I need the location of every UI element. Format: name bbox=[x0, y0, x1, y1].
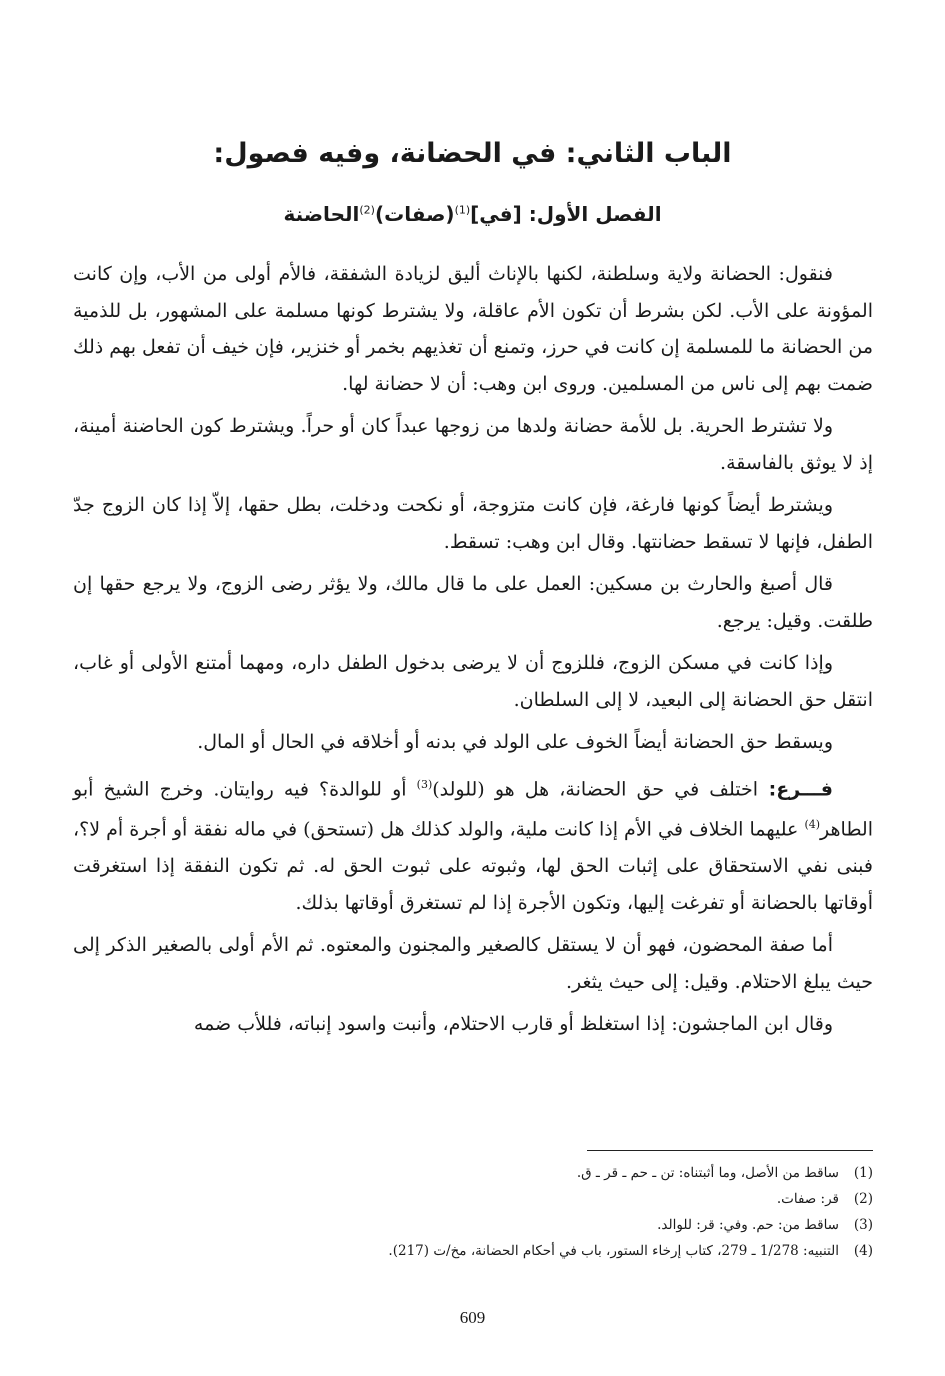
footnote-text: التنبيه: 1/278 ـ 279، كتاب إرخاء الستور، باب في أحكام الحضانة، مخ/ت (217). bbox=[388, 1243, 839, 1259]
footnote-number: (1) bbox=[853, 1165, 873, 1181]
section-title bbox=[0, 202, 945, 226]
body-text bbox=[73, 256, 873, 1049]
paragraph-5: وإذا كانت في مسكن الزوج، فللزوج أن لا يرضى بدخول الطفل داره، ومهما أمتنع الأولى أو غاب، انتقل حق الحضانة إلى البعيد، لا إلى السلطان. bbox=[73, 652, 873, 711]
footnote-number: (2) bbox=[853, 1191, 873, 1207]
far-text-c: عليهما الخلاف في الأم إذا كانت ملية، والولد كذلك هل (تستحق) في ماله نفقة أو أجرة أم لا؟، فبنى نفي الاستحقاق على إثبات الحق لها، وثبوته على ثبوت الحق له. ثم تكون النفقة إذا استغرقت أوقاتها بالحضانة أو تفرغت إليها، وتكون الأجرة إذا لم تستغرق أوقاتها بذلك. bbox=[73, 818, 873, 914]
paragraph-2: ولا تشترط الحرية. بل للأمة حضانة ولدها من زوجها عبداً كان أو حراً. ويشترط كون الحاضنة أمينة، إذ لا يوثق بالفاسقة. bbox=[73, 415, 873, 474]
footnote-ref-2: (2) bbox=[359, 203, 375, 217]
paragraph-6: ويسقط حق الحضانة أيضاً الخوف على الولد في بدنه أو أخلاقه في الحال أو المال. bbox=[197, 731, 833, 753]
paragraph-9: وقال ابن الماجشون: إذا استغلظ أو قارب الاحتلام، وأنبت واسود إنباته، فللأب ضمه bbox=[193, 1013, 833, 1036]
footnote-item bbox=[73, 1238, 873, 1264]
page-number: 609 bbox=[459, 1308, 486, 1327]
paragraph-7-far bbox=[73, 767, 873, 922]
section-title-part1: الفصل الأول: [في] bbox=[470, 202, 662, 226]
footnote-item bbox=[73, 1212, 873, 1238]
far-text-b: أو للوالدة؟ فيه روايتان. وخرج الشيخ أبو الطاهر bbox=[73, 777, 873, 841]
footnote-divider bbox=[587, 1150, 873, 1151]
footnote-number: (3) bbox=[853, 1217, 873, 1233]
footnote-item bbox=[73, 1186, 873, 1212]
footnote-ref-4: (4) bbox=[804, 818, 821, 832]
footnote-ref-1: (1) bbox=[454, 203, 471, 217]
footnote-text: قر: صفات. bbox=[776, 1191, 839, 1207]
paragraph-1: فنقول: الحضانة ولاية وسلطنة، لكنها بالإناث أليق لزيادة الشفقة، فالأم أولى من الأب، وإن كانت المؤونة على الأب. لكن بشرط أن تكون الأم عاقلة، ولا يشترط كونها مسلمة على المشهور، بل للذمية من الحضانة ما للمسلمة إن كانت في حرز، وتمنع أن تغذيهم بخمر أو خنزير، فإن خيف أن تفعل بهم ذلك ضمت بهم إلى ناس من المسلمين. وروى ابن وهب: أن لا حضانة لها. bbox=[73, 263, 873, 395]
paragraph-4: قال أصبغ والحارث بن مسكين: العمل على ما قال مالك، ولا يؤثر رضى الزوج، ولا يرجع حقها إن طلقت. وقيل: يرجع. bbox=[73, 573, 873, 632]
footnotes bbox=[73, 1160, 873, 1264]
far-text-a: اختلف في حق الحضانة، هل هو (للولد) bbox=[432, 777, 758, 800]
paragraph-8: أما صفة المحضون، فهو أن لا يستقل كالصغير والمجنون والمعتوه. ثم الأم أولى بالصغير الذكر إلى حيث يبلغ الاحتلام. وقيل: إلى حيث يثغر. bbox=[73, 934, 873, 993]
footnote-text: ساقط من: حم. وفي: قر: للوالد. bbox=[657, 1217, 839, 1233]
section-title-part3: الحاضنة bbox=[283, 202, 360, 226]
chapter-title: الباب الثاني: في الحضانة، وفيه فصول: bbox=[213, 138, 732, 169]
section-title-part2: (صفات) bbox=[374, 202, 455, 226]
footnote-item bbox=[73, 1160, 873, 1186]
footnote-ref-3: (3) bbox=[416, 777, 433, 791]
far-heading: فـــرع: bbox=[758, 777, 833, 800]
footnote-number: (4) bbox=[853, 1243, 873, 1259]
paragraph-3: ويشترط أيضاً كونها فارغة، فإن كانت متزوجة، أو نكحت ودخلت، بطل حقها، إلاّ إذا كان الزوج جدّ الطفل، فإنها لا تسقط حضانتها. وقال ابن وهب: تسقط. bbox=[73, 494, 873, 553]
footnote-text: ساقط من الأصل، وما أثبتناه: تن ـ حم ـ قر ـ ق. bbox=[576, 1165, 839, 1181]
